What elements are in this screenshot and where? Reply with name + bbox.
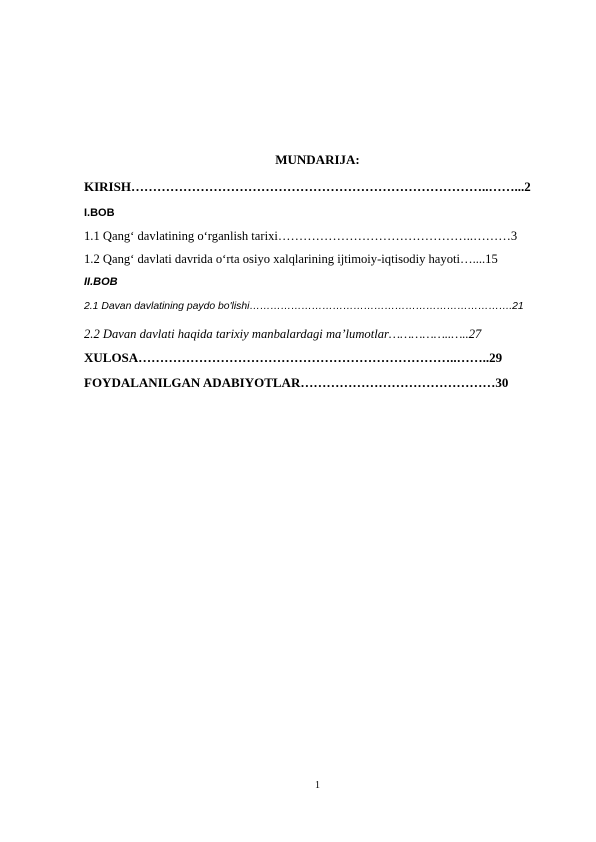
toc-entry-chapter-1: I.BOB: [84, 207, 115, 219]
toc-entry-1-2: 1.2 Qang‘ davlati davrida o‘rta osiyo xalqlarining ijtimoiy-iqtisodiy hayoti…....15: [84, 252, 498, 266]
toc-entry-kirish: KIRISH………………………………………………………………………..……...2: [84, 179, 531, 194]
page-number: 1: [315, 780, 320, 791]
toc-entry-bibliography: FOYDALANILGAN ADABIYOTLAR………………………………………30: [84, 375, 509, 390]
toc-entry-2-2: 2.2 Davan davlati haqida tarixiy manbalardagi ma’lumotlar……………..…..27: [84, 327, 482, 341]
page-title: MUNDARIJA:: [275, 152, 360, 167]
toc-entry-1-1: 1.1 Qang‘ davlatining o‘rganlish tarixi………………………………………..………3: [84, 229, 518, 243]
toc-entry-2-1: 2.1 Davan davlatining paydo bo'lishi………………………………………………………………….21: [84, 301, 524, 312]
toc-entry-xulosa: XULOSA………………………………………………………………..……..29: [84, 350, 503, 365]
toc-entry-chapter-2: II.BOB: [84, 276, 118, 288]
